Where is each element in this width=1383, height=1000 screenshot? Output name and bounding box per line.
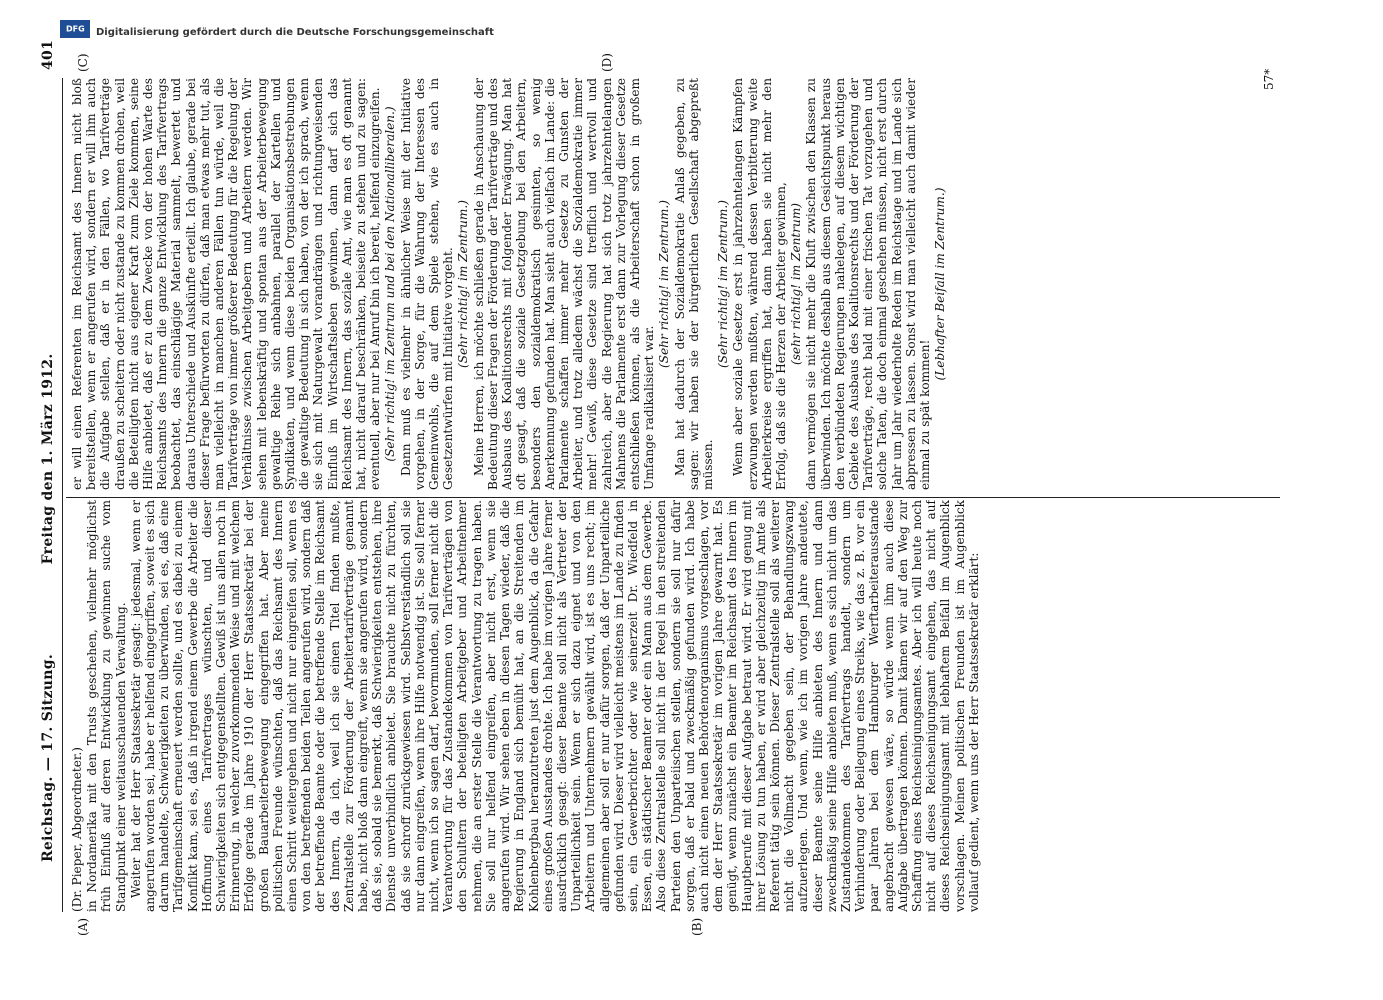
- paragraph: Wenn aber soziale Gesetze erst in jahrzehntelangen Kämpfen erzwungen werden mußten, während dessen Verbitterung weite Arbeiterkreise ergriffen hat, dann haben sie nicht mehr den Erfolg, daß sie die Herzen der Arbeiter gewinnen,: [731, 78, 788, 490]
- paragraph: Dann muß es vielmehr in ähnlicher Weise mit der Initiative vorgehen, in der Sorge, für die Wahrung der Interessen des Gemeinwohls, die auf dem Spiele stehen, wie es auch in Gesetzentwürfen mit Initiative vorgeht.: [398, 78, 456, 490]
- signature-number: 57*: [1262, 68, 1276, 90]
- margin-marker-c: (C): [76, 53, 90, 72]
- dfg-logo-icon: DFG: [60, 20, 90, 38]
- interjection: (Lebhafter Beifall im Zentrum.): [933, 187, 948, 381]
- interjection: (sehr richtig! im Zentrum): [789, 202, 804, 366]
- interjection: (Sehr richtig! im Zentrum.): [657, 200, 672, 368]
- text-column-right: [70, 78, 1280, 490]
- paragraph: er will einen Referenten im Reichsamt des Innern nicht bloß bereitstellen, wenn er angerufen wird, sondern er will ihm auch die Aufgabe stellen, daß er in den Fällen, wo Tarifverträge draußen zu scheitern oder nicht zustande zu kommen drohen, weil die Beteiligten nicht aus eigener Kraft zum Ziele kommen, seine Hilfe anbietet, daß er zu dem Zwecke von der hohen Warte des Reichsamts des Innern die ganze Entwicklung des Tarifvertrags beobachtet, das einschlägige Material sammelt, bewertet und daraus Unterschiede und Auskünfte erteilt. Ich glaube, gerade bei dieser Frage befürworten zu dürfen, daß man etwas mehr tut, als man vielleicht in manchen anderen Fällen tun würde, weil die Tarifverträge von immer größerer Bedeutung für die Regelung der Verhältnisse zwischen Arbeitgebern und Arbeitern werden. Wir sehen mit lebenskräftig und spontan aus der Arbeiterbewegung gewaltige Reihe sich anbahnen, parallel der Kartellen und Syndikaten, und wenn diese beiden Organisationsbestrebungen die gewaltige Bedeutung in sich haben, von der ich sprach, wenn sie sich mit Naturgewalt vorandrängen und richtungweisenden Einfluß im Wirtschaftsleben gewinnen, dann darf sich das Reichsamt des Innern, das soziale Amt, wie man es oft genannt hat, nicht darauf beschränken, beiseite zu stehen und zu sagen: eventuell, aber nur bei Anruf bin ich bereit, helfend einzugreifen.: [70, 78, 383, 490]
- page-number: 401: [40, 39, 56, 70]
- header-left: Reichstag. — 17. Sitzung.: [40, 654, 56, 862]
- paragraph: Man hat dadurch der Sozialdemokratie Anlaß gegeben, zu sagen: wir haben sie der bürgerlichen Gesellschaft abgepreßt müssen.: [672, 78, 715, 490]
- digitization-credit-strip: [60, 18, 1330, 40]
- paragraph: in Nordamerika mit den Trusts geschehen, vielmehr möglichst früh Einfluß auf deren Entwicklung zu gewinnen suche vom Standpunkt einer weitausschauenden Verwaltung.: [85, 500, 128, 912]
- text-column-left: [70, 500, 1280, 912]
- paragraph: dann vermögen sie nicht mehr die Kluft zwischen den Klassen zu überwinden. Ich möchte deshalb aus diesem Gesichtspunkt heraus den verbündeten Regierungen nahelegen, auf diesem wichtigen Gebiete des Ausbaus des Koalitionsrechts und der Förderung der Tarifverträge, recht bald mit einer frischen Tat vorzugehen und solche Taten, die doch einmal geschehen müssen, nicht erst durch Jahr um Jahr wiederholte Reden im Reichstage und im Lande sich abpressen zu lassen. Sonst wird man vielleicht auch damit wieder einmal zu spät kommen!: [804, 78, 932, 490]
- digitization-credit: Digitalisierung gefördert durch die Deutsche Forschungsgemeinschaft: [96, 27, 494, 38]
- header-date-text: Freitag den 1. März 1912.: [40, 353, 56, 565]
- margin-marker-b: (B): [690, 917, 704, 936]
- interjection: (Sehr richtig! im Zentrum.): [716, 200, 731, 368]
- interjection: (Sehr richtig! im Zentrum und bei den Nationalliberalen.): [383, 106, 398, 462]
- header-rule: [62, 78, 63, 912]
- interjection: (Sehr richtig! im Zentrum.): [456, 200, 471, 368]
- paragraph: Weiter hat der Herr Staatssekretär gesagt: jedesmal, wenn er angerufen worden sei, habe er helfend eingegriffen, soweit es sich darum handelte, Schwierigkeiten zu überwinden, sei es, daß eine Tarifgemeinschaft erneuert werden sollte, und es dabei zu einem Konflikt kam, sei es, daß in irgend einem Gewerbe die Arbeiter die Hoffnung eines Tarifvertrages wünschten, und dieser Schwierigkeiten sich entgegenstellten. Gewiß ist uns allen noch in Erinnerung, in welcher zuvorkommenden Weise und mit welchem Erfolge gerade im Jahre 1910 der Herr Staatssekretär bei der großen Bauarbeiterbewegung eingegriffen hat. Aber meine politischen Freunde wünschten, daß das Reichsamt des Innern einen Schritt weitergehen und nicht nur eingreifen soll, wenn es von den betreffenden beiden Teilen angerufen wird, sondern daß der betreffende Beamte oder die betreffende Stelle im Reichsamt des Innern, da ich, weil ich sie einen Titel finden mußte, Zentralstelle zur Förderung der Arbeitertarifverträge genannt habe, nicht bloß dann eingreift, wenn sie angerufen wird, sondern daß sie, sobald sie bemerkt, daß Schwierigkeiten entstehen, ihre Dienste unverbindlich anbietet. Sie brauchte nicht zu fürchten, daß sie schroff zurückgewiesen wird. Selbstverständlich soll sie nur dann eingreifen, wenn ihre Hilfe notwendig ist. Sie soll ferner nicht, wenn ich so sagen darf, bevormunden, soll ferner nicht die Verantwortung für das Zustandekommen von Tarifverträgen von den Schultern der beteiligten Arbeitgeber und Arbeitnehmer nehmen, die an erster Stelle die Verantwortung zu tragen haben. Sie soll nur helfend eingreifen, aber nicht erst, wenn sie angerufen wird. Wir sehen eben in diesen Tagen wieder, daß die Regierung in England sich bemüht hat, an die Streitenden im Kohlenbergbau heranzutreten just dem Augenblick, da die Gefahr eines großen Ausstandes drohte. Ich habe im vorigen Jahre ferner ausdrücklich gesagt: dieser Beamte soll nicht als Vertreter der Unparteilichkeit sein. Wenn er sich dazu eignet und von den Arbeitern und Unternehmern gewählt wird, ist es uns recht; im allgemeinen aber soll er nur dafür sorgen, daß der Unparteiliche gefunden wird. Dieser wird vielleicht meistens im Lande zu finden sein, ein Gewerberichter oder wie seinerzeit Dr. Wiedfeld in Essen, ein städtischer Beamter oder ein Mann aus dem Gewerbe. Also diese Zentralstelle soll nicht in der Regel in den streitenden Parteien den Unparteiischen stellen, sondern sie soll nur dafür sorgen, daß er bald und zweckmäßig gefunden wird. Ich habe auch nicht einen neuen Behördenorganismus vorgeschlagen, vor dem der Herr Staatssekretär im vorigen Jahre gewarnt hat. Es genügt, wenn zunächst ein Beamter im Reichsamt des Innern im Hauptberufe mit dieser Aufgabe betraut wird. Er wird genug mit ihrer Lösung zu tun haben, er wird aber gleichzeitig im Amte als Referent tätig sein können. Dieser Zentralstelle soll als weiterer nicht die Vollmacht gegeben sein, der Behandlungszwang aufzuerlegen. Und wenn, wie ich im vorigen Jahre andeutete, dieser Beamte seine Hilfe anbieten des Innern und dann zweckmäßig seine Hilfe anbieten muß, wenn es sich nicht um das Zustandekommen des Tarifvertrags handelt, sondern um Verhinderung oder Beilegung eines Streiks, wie das z. B. vor ein paar Jahren bei dem Hamburger Werftarbeiterausstande angebracht gewesen wäre, so würde wenn ihm auch diese Aufgabe übertragen können. Damit kämen wir auf den Weg zur Schaffung eines Reichseinigungsamtes. Aber ich will heute noch nicht auf dieses Reichseinigungsamt eingehen, das nicht auf dieses Reichseinigungsamt mit lebhaftem Beifall im Augenblick vorschlagen. Meinen politischen Freunden ist im Augenblick vollauf gedient, wenn uns der Herr Staatssekretär erklärt:: [128, 500, 981, 912]
- margin-marker-d: (D): [600, 53, 614, 72]
- margin-marker-a: (A): [76, 917, 90, 936]
- paragraph: Meine Herren, ich möchte schließen gerade in Anschauung der Bedeutung dieser Fragen der Förderung der Tarifverträge und des Ausbaus des Koalitionsrechts mit folgender Erwägung. Man hat oft gesagt, daß die soziale Gesetzgebung bei den Arbeitern, besonders den sozialdemokratisch gesinnten, so wenig Anerkennung gefunden hat. Man sieht auch vielfach im Lande: die Parlamente schaffen immer mehr Gesetze zu Gunsten der Arbeiter, und trotz alledem wächst die Sozialdemokratie immer mehr! Gewiß, diese Gesetze sind trefflich und wertvoll und zahlreich, aber die Regierung hat sich trotz jahrzehntelangen Mahnens die Parlamente erst dann zur Vorlegung dieser Gesetze entschließen können, als die Arbeiterschaft schon in großem Umfange radikalisiert war.: [471, 78, 657, 490]
- speaker-heading: (Dr. Pieper, Abgeordneter.): [70, 747, 84, 912]
- column-divider: [66, 497, 1280, 498]
